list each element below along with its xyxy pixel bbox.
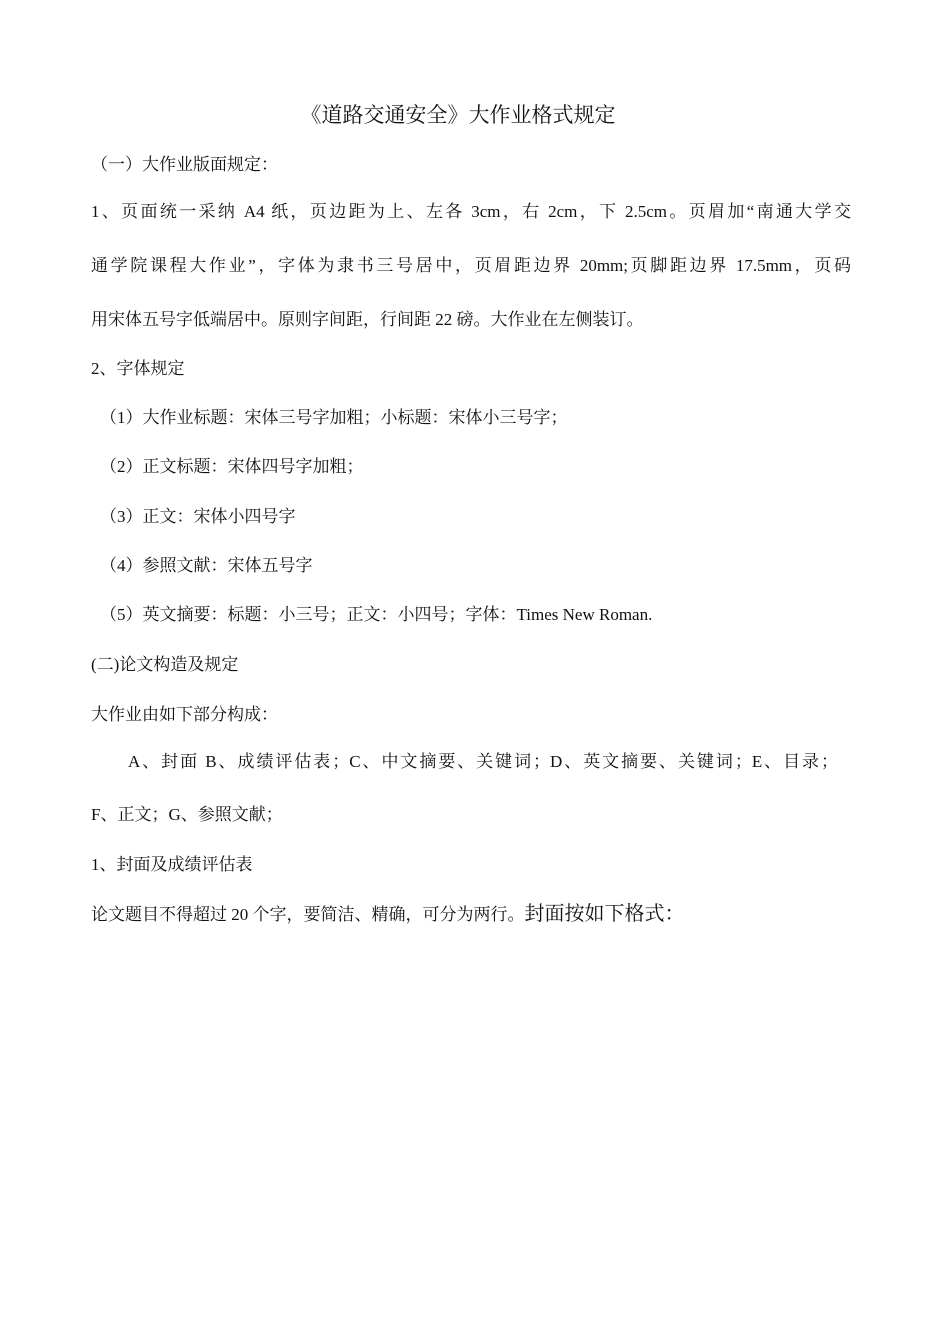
structure-intro: 大作业由如下部分构成： [91, 705, 278, 724]
font-rule-5: （5）英文摘要：标题：小三号；正文：小四号；字体：Times New Roman. [100, 605, 653, 624]
font-rule-3: （3）正文：宋体小四号字 [100, 507, 296, 526]
structure-list-line-2: F、正文；G、参照文献； [91, 805, 283, 824]
font-rule-2: （2）正文标题：宋体四号字加粗； [100, 457, 364, 476]
font-rule-1: （1）大作业标题：宋体三号字加粗；小标题：宋体小三号字； [100, 408, 568, 427]
font-rules-heading: 2、字体规定 [91, 359, 185, 378]
paragraph-line-1: 1、页面统一采纳 A4 纸，页边距为上、左各 3cm，右 2cm，下 2.5cm。页眉加“南通大学交 [91, 202, 851, 221]
cover-paragraph [91, 902, 685, 927]
cover-paragraph-tail: 封面按如下格式： [524, 903, 685, 925]
cover-paragraph-text: 论文题目不得超过 20 个字，要简洁、精确，可分为两行。 [91, 905, 525, 924]
section-2-heading: (二)论文构造及规定 [91, 655, 239, 674]
font-rule-4: （4）参照文献：宋体五号字 [100, 556, 313, 575]
document-title: 《道路交通安全》大作业格式规定 [300, 103, 616, 127]
paragraph-line-3: 用宋体五号字低端居中。原则字间距，行间距 22 磅。大作业在左侧装订。 [91, 310, 644, 329]
section-1-heading: （一）大作业版面规定： [91, 155, 278, 174]
paragraph-line-2: 通学院课程大作业”，字体为隶书三号居中，页眉距边界 20mm;页脚距边界 17.5mm，页码 [91, 256, 851, 275]
structure-list-line-1: A、封面 B、成绩评估表；C、中文摘要、关键词；D、英文摘要、关键词；E、目录； [128, 752, 838, 771]
cover-heading: 1、封面及成绩评估表 [91, 855, 253, 874]
